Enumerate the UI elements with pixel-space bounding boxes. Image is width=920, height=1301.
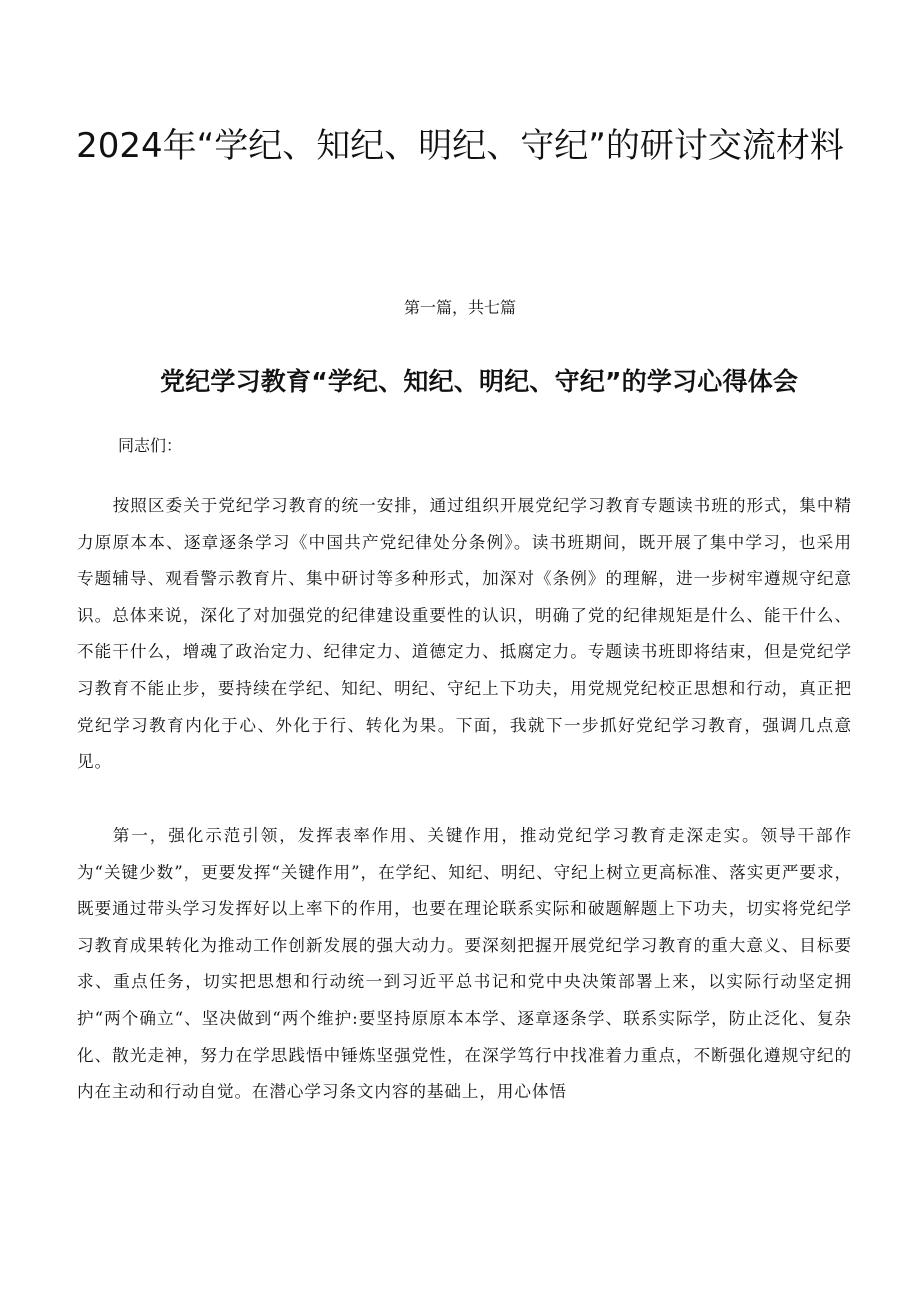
salutation: 同志们： <box>118 436 183 455</box>
body-paragraph: 按照区委关于党纪学习教育的统一安排，通过组织开展党纪学习教育专题读书班的形式，集中精力原原本本、逐章逐条学习《中国共产党纪律处分条例》。读书班期间，既开展了集中学习，也采用专题辅导、观看警示教育片、集中研讨等多种形式，加深对《条例》的理解，进一步树牢遵规守纪意识。总体来说，深化了对加强党的纪律建设重要性的认识，明确了党的纪律规矩是什么、能干什么、不能干什么，增魂了政治定力、纪律定力、道德定力、抵腐定力。专题读书班即将结束，但是党纪学习教育不能止步，要持续在学纪、知纪、明纪、守纪上下功夫，用党规党纪校正思想和行动，真正把党纪学习教育内化于心、外化于行、转化为果。下面，我就下一步抓好党纪学习教育，强调几点意见。 <box>77 496 852 772</box>
article-subtitle: 党纪学习教育“学纪、知纪、明纪、守纪”的学习心得体会 <box>160 367 799 396</box>
document-title: 2024年“学纪、知纪、明纪、守纪”的研讨交流材料 <box>76 126 844 166</box>
part-label: 第一篇，共七篇 <box>403 298 516 317</box>
body-paragraph: 第一，强化示范引领，发挥表率作用、关键作用，推动党纪学习教育走深走实。领导干部作为“关键少数”，更要发挥“关键作用”，在学纪、知纪、明纪、守纪上树立更高标准、落实更严要求，既要通过带头学习发挥好以上率下的作用，也要在理论联系实际和破题解题上下功夫，切实将党纪学习教育成果转化为推动工作创新发展的强大动力。要深刻把握开展党纪学习教育的重大意义、目标要求、重点任务，切实把思想和行动统一到习近平总书记和党中央决策部署上来，以实际行动坚定拥护“两个确立“、坚决做到“两个维护:要坚持原原本本学、逐章逐条学、联系实际学，防止泛化、复杂化、散光走神，努力在学思践悟中锤炼坚强党性，在深学笃行中找准着力重点，不断强化遵规守纪的内在主动和行动自觉。在潜心学习条文内容的基础上，用心体悟 <box>77 826 852 1102</box>
